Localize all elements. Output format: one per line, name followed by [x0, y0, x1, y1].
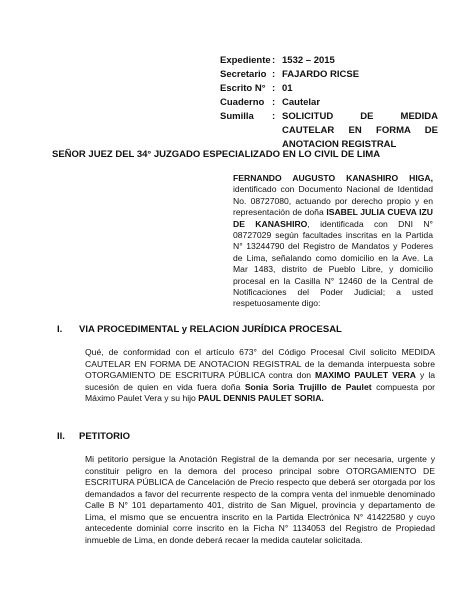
section-2-heading [57, 431, 130, 442]
section-1-text-1: Qué, de conformidad con el artículo 673° del Código Procesal Civil solicito MEDIDA CAUTELAR EN FORMA DE ANOTACION REGISTRAL de la demanda interpuesta sobre OTORGAMIENTO DE ESCRITURA PÚBLICA contra don [85, 347, 435, 380]
secretario-label: Secretario [220, 69, 267, 80]
section-1-text-3: compuesta por Máximo Paulet Vera y su hijo [85, 381, 435, 403]
cuaderno-label: Cuaderno [220, 97, 265, 108]
escrito-label: Escrito N° [220, 83, 266, 94]
escrito-row [220, 82, 438, 96]
intro-text-2: , identificada con DNI N° 08727029 según facultades inscritas en la Partida N° 13244790 del Registro de Mandatos y Poderes de Lima, señalando como domicilio en la Ave. La Mar 1483, distrito de Pueblo Libre, y domicilio procesal en la Casilla N° 12460 de la Central de Notificaciones del Poder Judicial; a usted respetuosamente digo: [233, 218, 433, 309]
expediente-label: Expediente [220, 55, 271, 66]
case-header [220, 54, 438, 152]
section-1-number: I. [57, 324, 63, 335]
escrito-value: 01 [282, 83, 293, 94]
colon: : [272, 83, 276, 94]
colon: : [272, 97, 276, 108]
deceased-name: Sonia Soria Trujillo de Paulet [244, 381, 372, 392]
section-2-number: II. [57, 431, 65, 442]
colon: : [272, 55, 276, 66]
colon: : [272, 69, 276, 80]
section-1-title: VIA PROCEDIMENTAL y RELACION JURÍDICA PROCESAL [79, 324, 342, 335]
expediente-row [220, 54, 438, 68]
defendant-name: MAXIMO PAULET VERA [315, 370, 417, 380]
section-1-paragraph [85, 347, 435, 405]
represented-name: ISABEL JULIA CUEVA IZU DE KANASHIRO [233, 207, 433, 229]
heir-name: PAUL DENNIS PAULET SORIA. [198, 393, 324, 403]
intro-text-1: identificado con Documento Nacional de Identidad No. 08727080, actuando por derecho propio y en representación de doña [233, 184, 433, 218]
secretario-row [220, 68, 438, 82]
intro-paragraph [233, 173, 433, 310]
section-2-title: PETITORIO [79, 431, 131, 442]
cuaderno-row [220, 96, 438, 110]
section-2-paragraph: Mi petitorio persigue la Anotación Registral de la demanda por ser necesaria, urgente y constituir peligro en la demora del proceso principal sobre OTORGAMIENTO DE ESCRITURA PÚBLICA de Cancelación de Precio respecto que deberá ser otorgada por los demandados a favor del recurrente respecto de la compra venta del inmueble denominado Calle B N° 101 departamento 401, distrito de San Miguel, provincia y departamento de Lima, el mismo que se encuentra inscrito en la Partida Electrónica N° 41422580 y cuyo antecedente dominial corre inscrito en la Ficha N° 1134053 del Registro de Propiedad inmueble de Lima, en donde deberá recaer la medida cautelar solicitada. [85, 454, 435, 545]
expediente-value: 1532 – 2015 [282, 55, 335, 66]
cuaderno-value: Cautelar [282, 97, 321, 108]
sumilla-row [220, 110, 438, 152]
sumilla-value: SOLICITUD DE MEDIDA CAUTELAR EN FORMA DE ANOTACION REGISTRAL [282, 111, 438, 150]
secretario-value: FAJARDO RICSE [282, 69, 360, 80]
addressee-line: SEÑOR JUEZ DEL 34° JUZGADO ESPECIALIZADO EN LO CIVIL DE LIMA [52, 149, 381, 160]
section-1-heading [57, 324, 342, 335]
section-1-text-2: y la sucesión de quien en vida fuera doña [85, 370, 436, 392]
sumilla-label: Sumilla [220, 111, 254, 122]
petitioner-name: FERNANDO AUGUSTO KANASHIRO HIGA, [233, 173, 433, 183]
colon: : [272, 111, 276, 122]
